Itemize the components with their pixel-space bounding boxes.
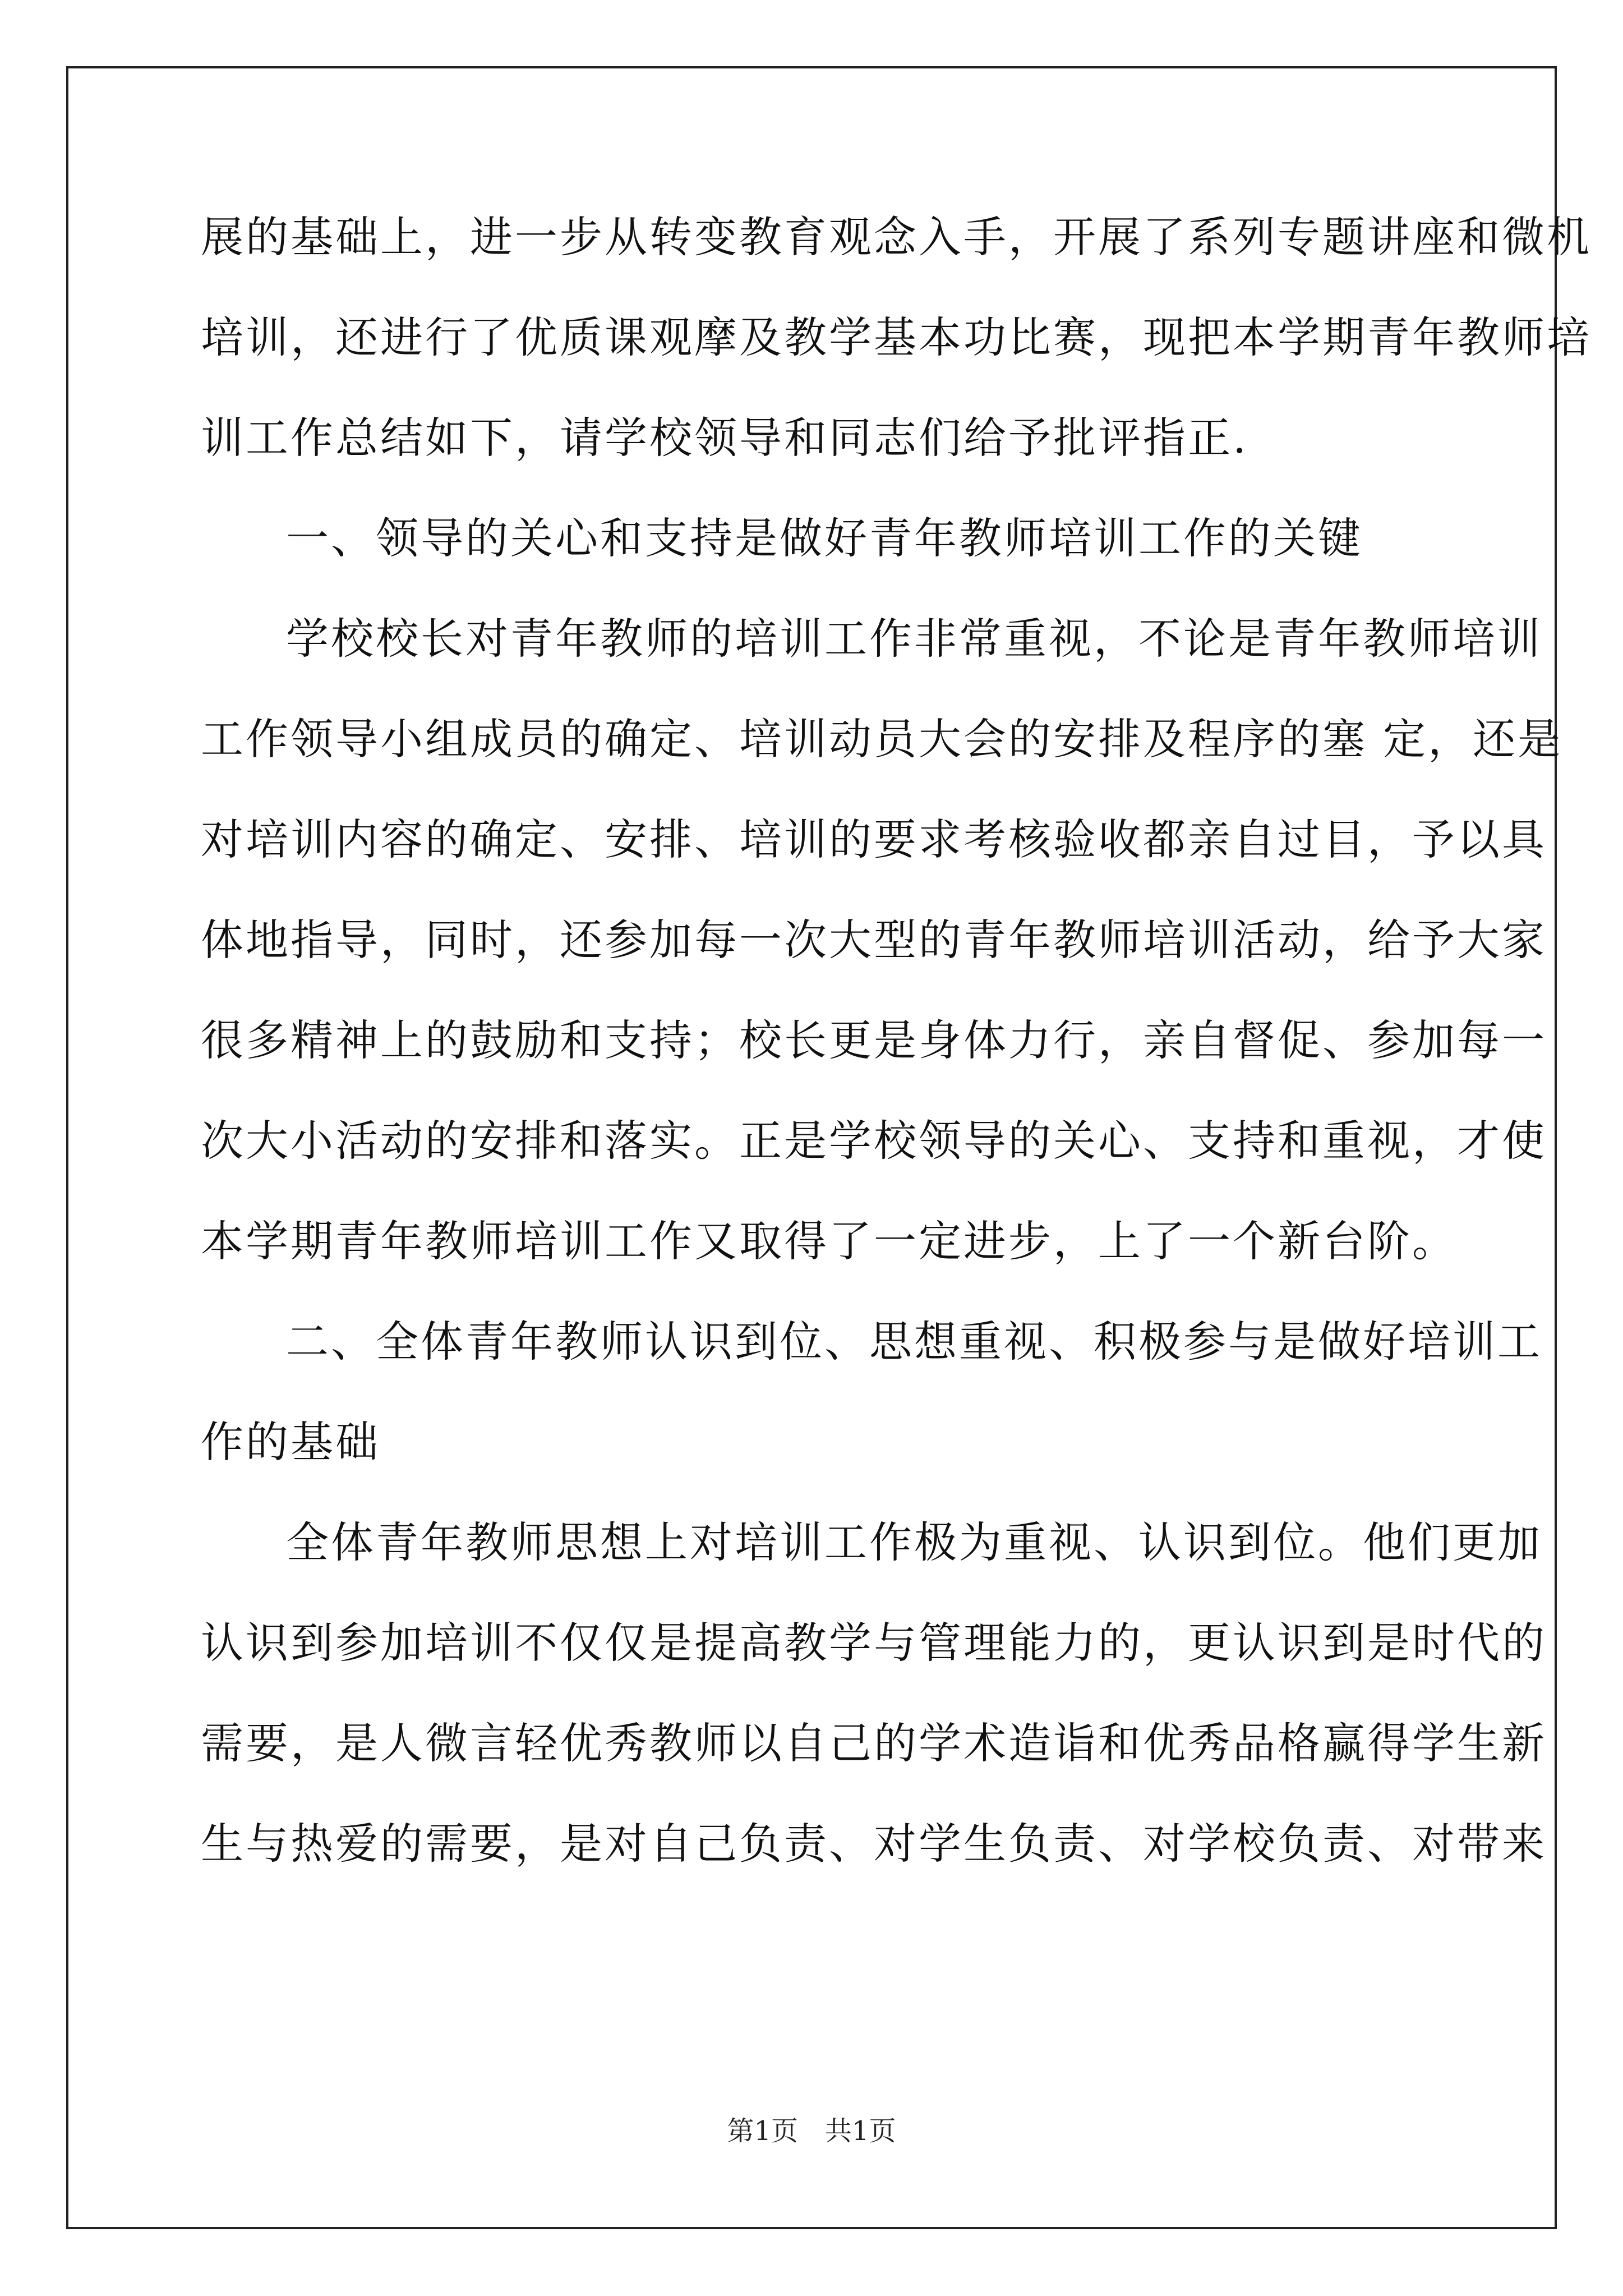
text-line: 工作领导小组成员的确定、培训动员大会的安排及程序的塞 定，还是 bbox=[201, 714, 1563, 764]
document-body bbox=[201, 212, 1592, 1923]
text-line: 需要，是人微言轻优秀教师以自己的学术造诣和优秀品格赢得学生新 bbox=[201, 1718, 1547, 1768]
text-line: 很多精神上的鼓励和支持；校长更是身体力行，亲自督促、参加每一 bbox=[201, 1015, 1547, 1065]
text-line: 培训，还进行了优质课观摩及教学基本功比赛，现把本学期青年教师培 bbox=[201, 312, 1592, 362]
text-line: 认识到参加培训不仅仅是提高教学与管理能力的，更认识到是时代的 bbox=[201, 1618, 1547, 1668]
text-line: 体地指导，同时，还参加每一次大型的青年教师培训活动，给予大家 bbox=[201, 915, 1547, 965]
text-line: 本学期青年教师培训工作又取得了一定进步，上了一个新台阶。 bbox=[201, 1216, 1457, 1266]
text-line: 全体青年教师思想上对培训工作极为重视、认识到位。他们更加 bbox=[286, 1517, 1542, 1567]
text-line: 次大小活动的安排和落实。正是学校领导的关心、支持和重视，才使 bbox=[201, 1116, 1547, 1166]
text-line: 生与热爱的需要，是对自己负责、对学生负责、对学校负责、对带来 bbox=[201, 1819, 1547, 1869]
section-heading-2: 二、全体青年教师认识到位、思想重视、积极参与是做好培训工 bbox=[286, 1317, 1542, 1366]
text-line: 对培训内容的确定、安排、培训的要求考核验收都亲自过目，予以具 bbox=[201, 815, 1547, 864]
page-number-footer: 第1页 共1页 bbox=[727, 2115, 896, 2147]
text-line: 学校校长对青年教师的培训工作非常重视，不论是青年教师培训 bbox=[286, 614, 1542, 664]
section-heading-1: 一、领导的关心和支持是做好青年教师培训工作的关键 bbox=[286, 513, 1363, 563]
section-heading-2-continued: 作的基础 bbox=[201, 1417, 380, 1467]
text-line: 训工作总结如下，请学校领导和同志们给予批评指正. bbox=[201, 413, 1249, 463]
text-line: 展的基础上，进一步从转变教育观念入手，开展了系列专题讲座和微机 bbox=[201, 212, 1592, 262]
